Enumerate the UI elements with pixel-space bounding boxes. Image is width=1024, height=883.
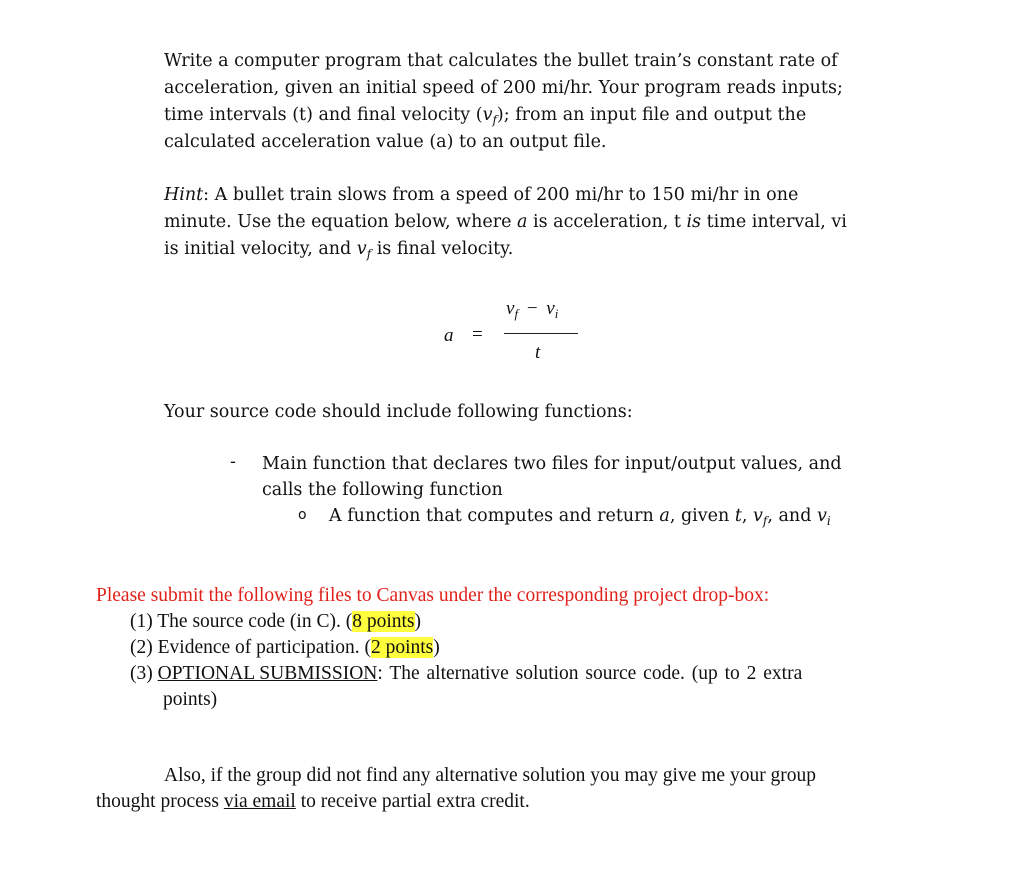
var-vf: $v_f$	[482, 105, 497, 127]
closing-line-1: Also, if the group did not find any alternative solution you may give me your group	[164, 765, 817, 786]
hint-label: Hint	[164, 185, 204, 205]
points-badge-2: 2 points	[370, 637, 434, 658]
hint-line-1: Hint: A bullet train slows from a speed of 200 mi/hr to 150 mi/hr in one	[164, 185, 799, 205]
circle-bullet: o	[298, 507, 307, 523]
submission-item-2: (2) Evidence of participation. (2 points)	[130, 637, 440, 658]
var-a: a	[517, 212, 528, 232]
functions-item-1-line-1: Main function that declares two files for input/output values, and	[262, 454, 842, 474]
hint-line-3: is initial velocity, and $v_f$ is final velocity.	[164, 239, 514, 261]
intro-line-3-text-a: time intervals (t) and final velocity (	[164, 105, 483, 125]
equation-equals: =	[472, 324, 483, 345]
submission-item-3: (3) OPTIONAL SUBMISSION: The alternative solution source code. (up to 2 extra	[130, 663, 803, 684]
functions-sub-item: A function that computes and return a, given t, $v_f$, and $v_i$	[329, 506, 831, 528]
intro-line-4: calculated acceleration value (a) to an output file.	[164, 132, 607, 152]
dash-bullet: -	[230, 452, 236, 472]
submission-item-3-line-2: points)	[163, 689, 218, 710]
points-badge-8: 8 points	[352, 611, 415, 632]
equation-denominator: t	[535, 342, 541, 363]
intro-line-2: acceleration, given an initial speed of 200 mi/hr. Your program reads inputs;	[164, 78, 843, 98]
via-email-link[interactable]: via email	[223, 791, 296, 812]
hint-line-2: minute. Use the equation below, where a is acceleration, t is time interval, vi	[164, 212, 847, 232]
submission-heading: Please submit the following files to Canvas under the corresponding project drop-box:	[96, 585, 770, 606]
fraction-bar	[504, 333, 578, 334]
equation-lhs: a	[444, 325, 454, 346]
optional-submission-label: OPTIONAL SUBMISSION	[157, 663, 378, 684]
submission-item-1: (1) The source code (in C). (8 points)	[130, 611, 421, 632]
intro-line-1: Write a computer program that calculates the bullet train’s constant rate of	[164, 51, 838, 71]
intro-line-3-text-b: ); from an input file and output the	[496, 105, 807, 125]
closing-line-2: thought process via email to receive partial extra credit.	[96, 791, 530, 812]
var-vf: $v_f$	[356, 239, 372, 261]
functions-heading: Your source code should include following functions:	[164, 402, 633, 422]
functions-item-1-line-2: calls the following function	[262, 480, 503, 500]
equation-numerator: $v_f - v_i$	[506, 298, 559, 321]
intro-line-3	[164, 102, 806, 129]
